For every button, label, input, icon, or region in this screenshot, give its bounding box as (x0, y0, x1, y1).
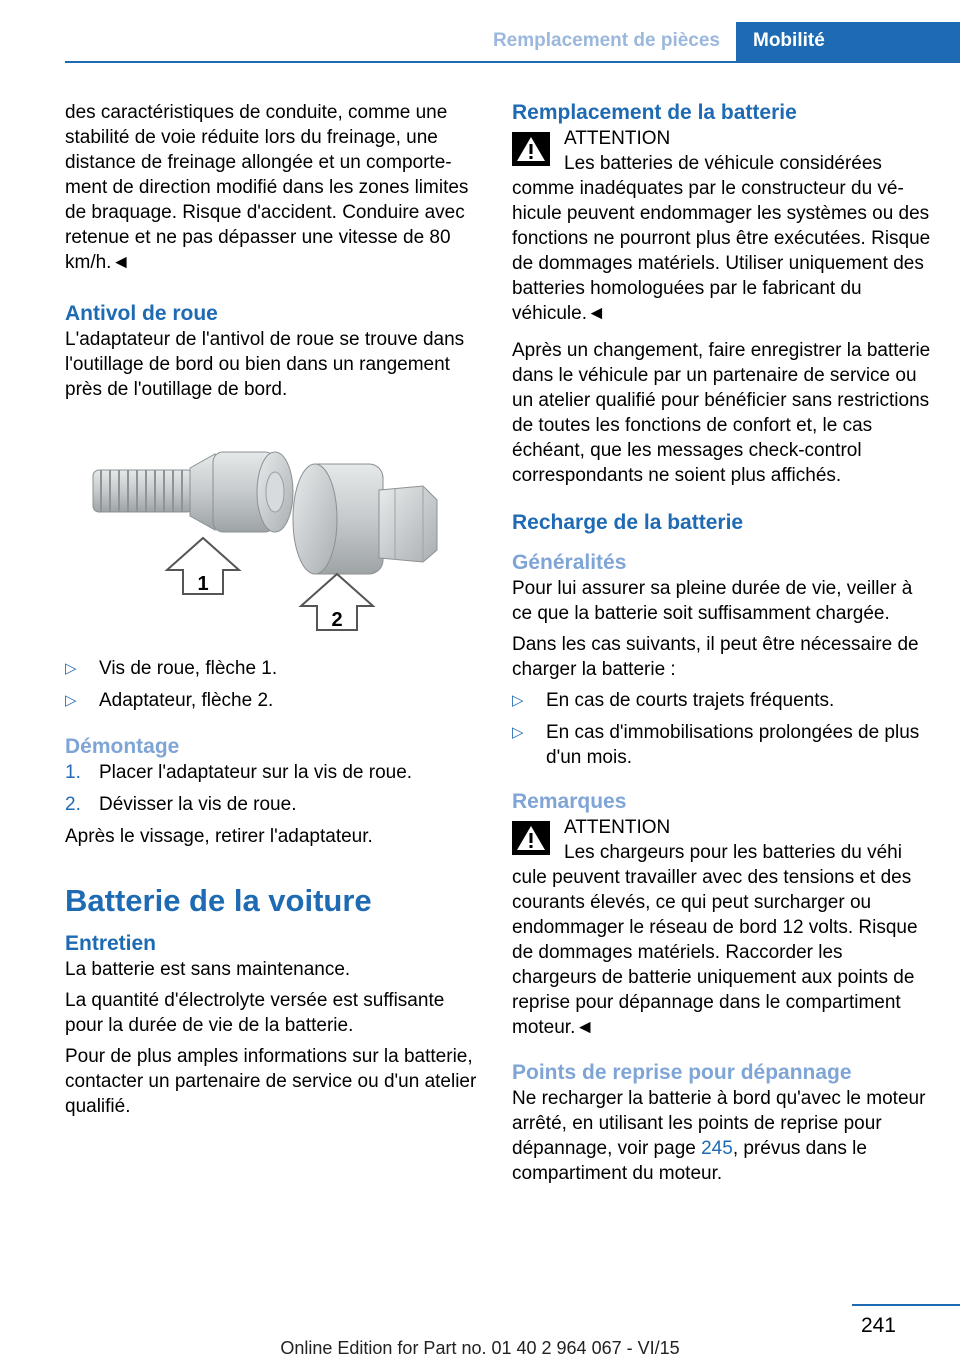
list-item: ▷ En cas d'immobilisations prolongées de plus d'un mois. (512, 722, 920, 768)
apres-paragraph: Après un changement, faire enregistrer la batterie dans le véhicule par un partenaire de service ou un atelier qualifié pour bénéficier sans restrictions de toutes les fonctions de confort et, le cas échéant, que les messages check-control correspondants ne soient plus affichés. (512, 340, 931, 486)
header-chapter-tab (736, 22, 960, 62)
page-header (0, 0, 960, 62)
triangle-bullet-icon: ▷ (65, 692, 77, 709)
demontage-steps (65, 760, 480, 817)
list-item: 1. Placer l'adaptateur sur la vis de roue. (65, 762, 413, 783)
page-number: 241 (860, 1314, 896, 1337)
entretien-p1: La batterie est sans maintenance. (65, 959, 351, 980)
triangle-bullet-icon: ▷ (512, 724, 524, 741)
right-column (512, 100, 932, 1192)
warning-1-title: ATTENTION (564, 128, 671, 149)
header-chapter-label: Mobilité (753, 30, 825, 51)
points-paragraph: Ne recharger la batterie à bord qu'avec le moteur arrêté, en utilisant les points de reprise pour dépannage, voir page 245, prévus dans le compartiment du moteur. (512, 1088, 926, 1184)
triangle-bullet-icon: ▷ (512, 692, 524, 709)
entretien-heading: Entretien (65, 932, 157, 955)
batterie-heading: Batterie de la voiture (65, 883, 372, 918)
page-245-link[interactable]: 245 (701, 1138, 733, 1159)
list-item: ▷ Adaptateur, flèche 2. (65, 690, 274, 711)
remplacement-heading: Remplacement de la batterie (512, 101, 797, 124)
remarques-heading: Remarques (512, 790, 627, 813)
generalites-p1: Pour lui assurer sa pleine durée de vie, veiller à ce que la batterie soit suffisamment chargée. (512, 578, 913, 624)
antivol-heading: Antivol de roue (65, 302, 218, 325)
warning-2-title: ATTENTION (564, 817, 671, 838)
list-item: ▷ En cas de courts trajets fréquents. (512, 690, 835, 711)
intro-paragraph: des caractéristiques de conduite, comme une stabilité de voie réduite lors du freinage, une distance de freinage allongée et un comportement de direction modifié dans les zones limites de braquage. Risque d'accident. Conduire avec retenue et ne pas dépasser une vitesse de 80 km/h.◄ (65, 102, 469, 273)
illustration-legend (65, 656, 480, 713)
warning-triangle-icon (512, 132, 550, 166)
wheel-lock-illustration (65, 430, 480, 648)
recharge-heading: Recharge de la batterie (512, 511, 744, 534)
warning-1-first-line: Les batteries de véhicule considérées (564, 153, 882, 174)
entretien-p3: Pour de plus amples informations sur la batterie, contacter un partenaire de service ou d'un atelier qualifié. (65, 1046, 477, 1117)
demontage-after: Après le vissage, retirer l'adaptateur. (65, 826, 373, 847)
entretien-p2: La quantité d'électrolyte versée est suffisante pour la durée de vie de la batterie. (65, 990, 445, 1036)
footer-edition: Online Edition for Part no. 01 40 2 964 067 - VI/15 (280, 1338, 680, 1358)
warning-block-2 (512, 815, 932, 1040)
points-heading: Points de reprise pour dépannage (512, 1061, 852, 1084)
arrow-2-label: 2 (331, 609, 343, 631)
warning-1-text: comme inadéquates par le constructeur du véhicule peuvent endommager les systèmes ou des fonctions ne pourront plus être exécutées. Risque de dommages matériels. Utiliser uniquement des batteries homologuées par le fabricant du véhicule.◄ (512, 178, 931, 324)
header-rule (65, 61, 960, 63)
wheel-lock-drawing (65, 430, 480, 648)
antivol-paragraph: L'adaptateur de l'antivol de roue se trouve dans l'outillage de bord ou bien dans un rangement près de l'outillage de bord. (65, 329, 465, 400)
demontage-heading: Démontage (65, 735, 180, 758)
generalites-p2: Dans les cas suivants, il peut être nécessaire de charger la batterie : (512, 634, 919, 680)
footer-rule (852, 1304, 960, 1306)
list-item: 2. Dévisser la vis de roue. (65, 794, 297, 815)
arrow-1-label: 1 (197, 573, 209, 595)
warning-block-1 (512, 126, 932, 326)
triangle-bullet-icon: ▷ (65, 660, 77, 677)
generalites-list (512, 688, 932, 770)
list-item: ▷ Vis de roue, flèche 1. (65, 658, 278, 679)
generalites-heading: Généralités (512, 551, 627, 574)
warning-2-first-line: Les chargeurs pour les batteries du véhi (564, 842, 902, 863)
header-section-title: Remplacement de pièces (492, 30, 720, 51)
left-column (65, 100, 480, 1125)
warning-2-text: cule peuvent travailler avec des tensions et des courants élevés, ce qui peut surcharger ou endommager le réseau de bord 12 volts. Risque de dommages matériels. Raccorder les chargeurs de batterie uniquement aux points de reprise pour dépannage dans le compartiment moteur.◄ (512, 867, 918, 1038)
warning-triangle-icon (512, 821, 550, 855)
